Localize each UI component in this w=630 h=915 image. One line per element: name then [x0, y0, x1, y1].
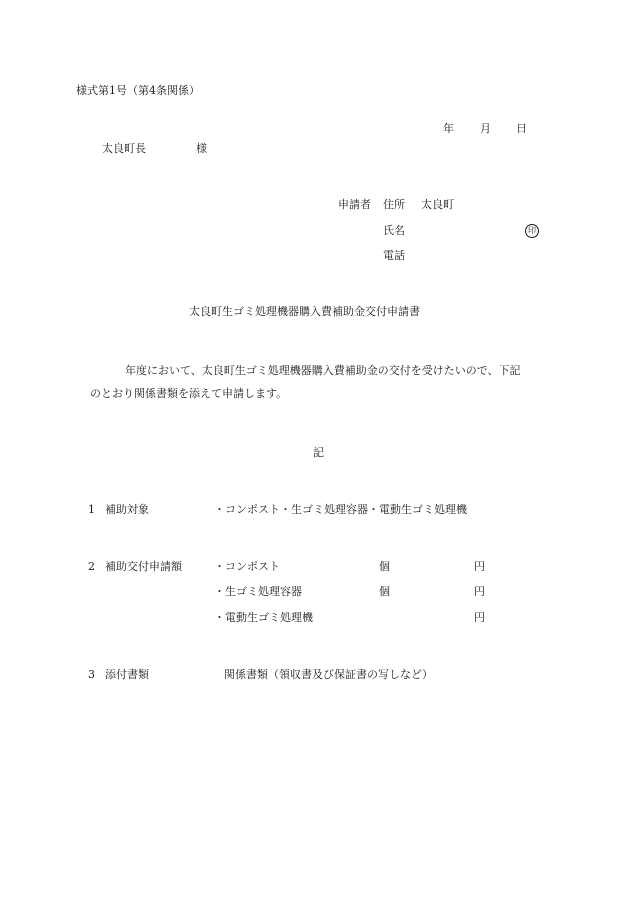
amount-row-unit: 個 — [379, 560, 390, 573]
item-1-value: ・コンポスト・生ゴミ処理容器・電動生ゴミ処理機 — [214, 503, 467, 516]
date-day-label: 日 — [516, 122, 527, 135]
date-year-label: 年 — [443, 122, 454, 135]
item-3-number: 3 — [88, 668, 95, 681]
amount-row-name: ・コンポスト — [214, 560, 280, 573]
amount-row-unit: 個 — [379, 585, 390, 598]
name-label: 氏名 — [383, 224, 405, 237]
document-title: 太良町生ゴミ処理機器購入費補助金交付申請書 — [189, 305, 420, 318]
applicant-title: 申請者 — [338, 198, 371, 211]
body-line-1: 年度において、太良町生ゴミ処理機器購入費補助金の交付を受けたいので、下記 — [125, 364, 521, 377]
body-line-2: のとおり関係書類を添えて申請します。 — [90, 387, 288, 400]
amount-row-yen: 円 — [474, 611, 485, 624]
amount-row-name: ・電動生ゴミ処理機 — [214, 611, 313, 624]
addressee-name: 太良町長 — [102, 142, 146, 155]
amount-row-name: ・生ゴミ処理容器 — [214, 585, 302, 598]
date-month-label: 月 — [480, 122, 491, 135]
ki-heading: 記 — [313, 446, 324, 459]
address-value: 太良町 — [421, 198, 454, 211]
phone-label: 電話 — [383, 249, 405, 262]
item-3-label: 添付書類 — [105, 668, 149, 681]
item-3-value: 関係書類（領収書及び保証書の写しなど） — [224, 668, 433, 681]
seal-mark: 印 — [525, 224, 539, 238]
address-label: 住所 — [383, 198, 405, 211]
amount-row-yen: 円 — [474, 585, 485, 598]
item-2-label: 補助交付申請額 — [105, 560, 182, 573]
item-1-label: 補助対象 — [105, 503, 149, 516]
addressee-honorific: 様 — [196, 142, 207, 155]
form-number-label: 様式第1号（第4条関係） — [76, 84, 200, 97]
item-1-number: 1 — [88, 503, 95, 516]
amount-row-yen: 円 — [474, 560, 485, 573]
item-2-number: 2 — [88, 560, 95, 573]
